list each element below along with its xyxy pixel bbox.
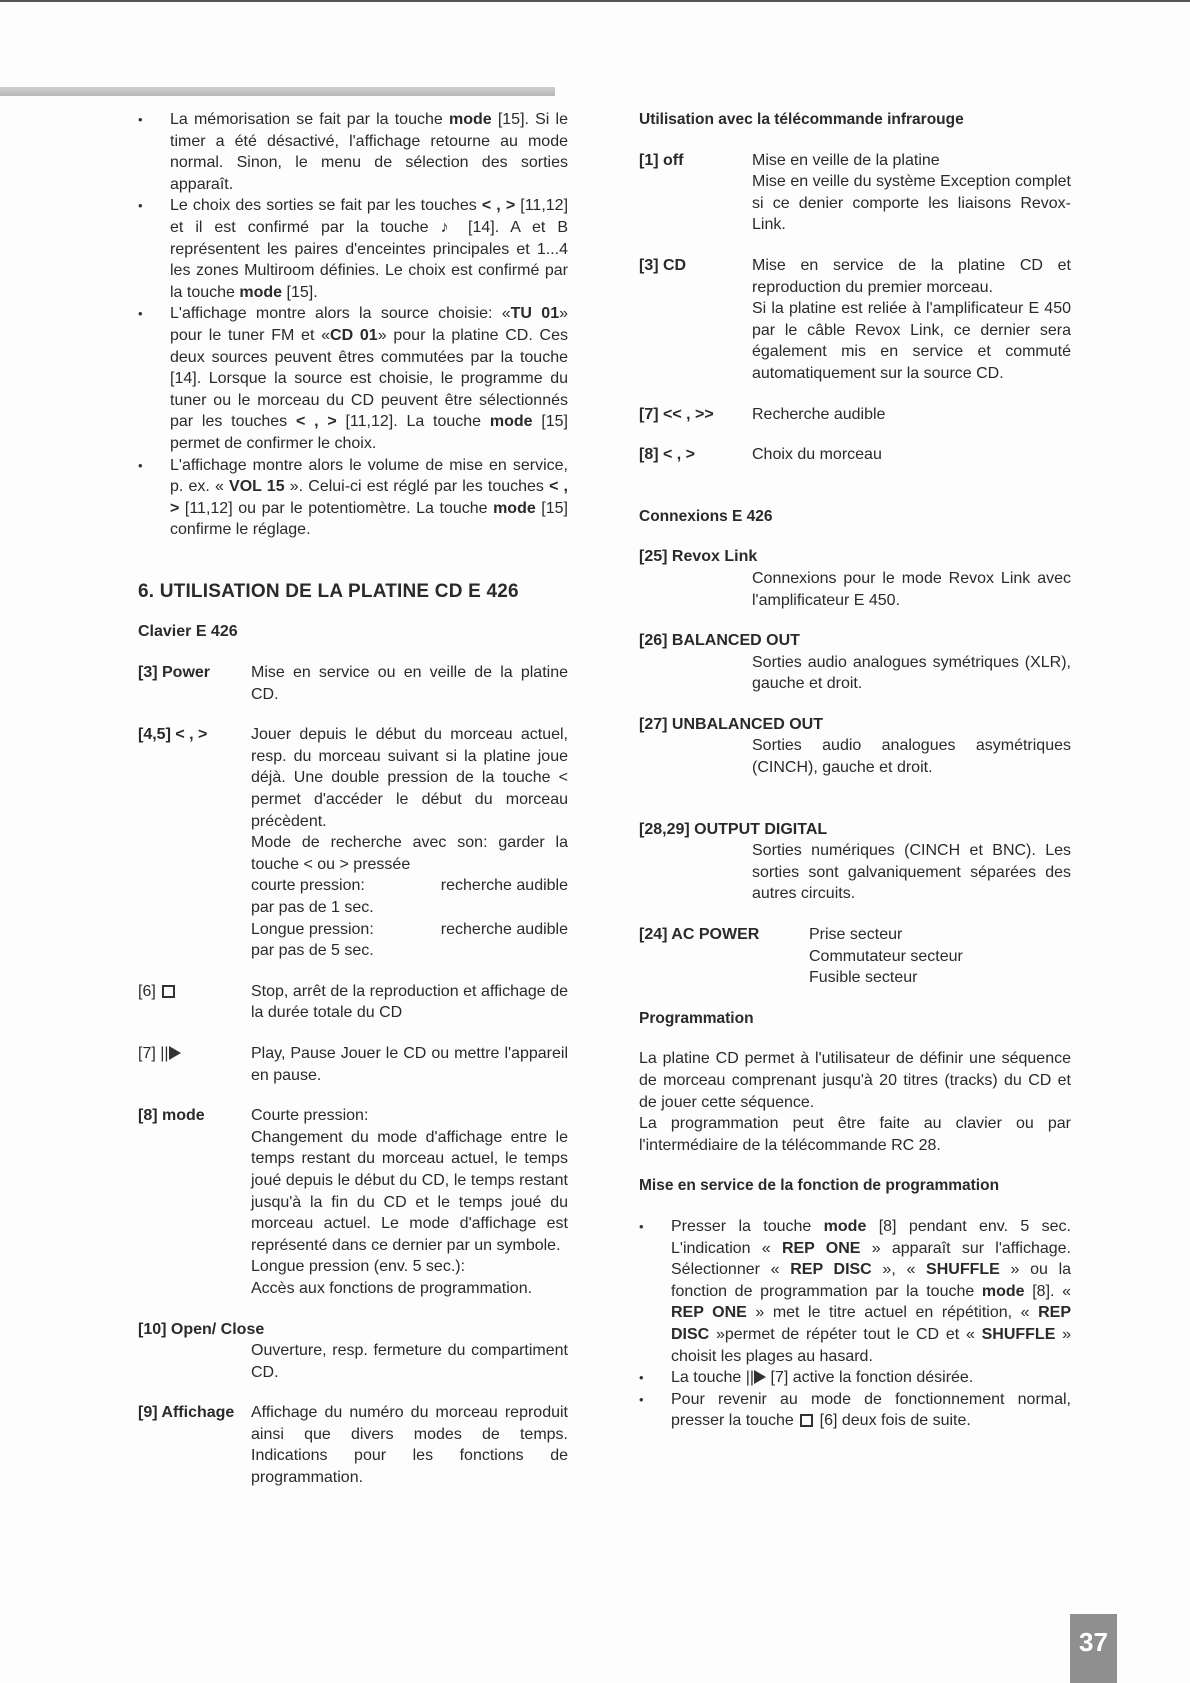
bullet-item: • L'affichage montre alors le volume de mise en service, p. ex. « VOL 15 ». Celui-ci est réglé par les touches < , > [11,12] ou par le potentiomètre. La touche mode [15] confirme le réglage. [138,455,568,541]
remote-choice: [8] < , > Choix du morceau [639,446,882,464]
conn-title: Connexions E 426 [639,507,773,525]
bullet-item: • Pour revenir au mode de fonctionnement normal, presser la touche [6] deux fois de suite. [639,1389,1071,1432]
bullet-item: • La touche || [7] active la fonction désirée. [639,1367,1071,1389]
right-column [639,109,1071,1432]
prog-bullets [639,1216,1071,1432]
key-power: [3] Power Mise en service ou en veille de la platine CD. [138,664,568,703]
play-icon [169,1046,181,1060]
left-column [138,109,568,1489]
key-mode: [8] mode Courte pression: Changement du mode d'affichage entre le temps restant du morceau actuel, le temps joué depuis le début du CD, le temps restant jusqu'à la fin du CD et le temps joué du morceau actuel. Le mode d'affichage est représenté dans ce dernier par un symbole. Longue pression (env. 5 sec.): Accès aux fonctions de programmation. [138,1107,568,1297]
header-bar [0,87,555,96]
stop-icon [162,985,175,998]
play-icon [754,1370,766,1384]
key-stop: [6] Stop, arrêt de la reproduction et affichage de la durée totale du CD [138,982,568,1022]
top-rule [0,0,1190,2]
prog-intro: La platine CD permet à l'utilisateur de définir une séquence de morceau comprenant jusqu'à 20 titres (tracks) du CD et de jouer cette séquence. [639,1050,1071,1111]
key-open-close: [10] Open/ Close Ouverture, resp. fermeture du compartiment CD. [138,1320,568,1381]
key-affichage: [9] Affichage Affichage du numéro du morceau reproduit ainsi que divers modes de temps. Indications pour les fonctions de programmation. [138,1404,568,1487]
clavier-title: Clavier E 426 [138,623,238,641]
remote-cd: [3] CD Mise en service de la platine CD et reproduction du premier morceau. Si la platine est reliée à l'amplificateur E 450 par le câble Revox Link, ce dernier sera également mis en service et commuté automatiquement sur la source CD. [639,256,1071,382]
tele-title: Utilisation avec la télécommande infrarouge [639,111,964,128]
conn-ac-power: [24] AC POWER Prise secteur Commutateur secteur Fusible secteur [639,926,963,987]
key-play: [7] || Play, Pause Jouer le CD ou mettre l'appareil en pause. [138,1044,568,1084]
conn-revox: [25] Revox Link Connexions pour le mode Revox Link avec l'amplificateur E 450. [639,548,1071,609]
prog-methods: La programmation peut être faite au clavier ou par l'intermédiaire de la télécommande RC 28. [639,1115,1071,1154]
bullet-item: • L'affichage montre alors la source choisie: «TU 01» pour le tuner FM et «CD 01» pour la platine CD. Ces deux sources peuvent êtres commutées par la touche [14]. Lorsque la source est choisie, le programme du tuner ou le morceau du CD peuvent être sélectionnés par les touches < , > [11,12]. La touche mode [15] permet de confirmer le choix. [138,303,568,454]
page-number: 37 [1070,1614,1117,1683]
conn-balanced: [26] BALANCED OUT Sorties audio analogues symétriques (XLR), gauche et droit. [639,632,1071,693]
stop-icon [800,1414,813,1427]
section-title: 6. UTILISATION DE LA PLATINE CD E 426 [138,580,519,602]
intro-bullets [138,109,568,541]
conn-unbalanced: [27] UNBALANCED OUT Sorties audio analogues asymétriques (CINCH), gauche et droit. [639,715,1071,777]
bullet-item: • Presser la touche mode [8] pendant env. 5 sec. L'indication « REP ONE » apparaît sur l'affichage. Sélectionner « REP DISC », « SHUFFLE » ou la fonction de programmation par la touche mode [8]. « REP ONE » met le titre actuel en répétition, « REP DISC »permet de répéter tout le CD et « SHUFFLE » choisit les plages au hasard. [639,1216,1071,1367]
prog-title: Programmation [639,1009,754,1027]
bullet-item: • Le choix des sorties se fait par les touches < , > [11,12] et il est confirmé par la touche ♪ [14]. A et B représentent les paires d'enceintes principales et 1...4 les zones Multiroom définies. Le choix est confirmé par la touche mode [15]. [138,195,568,303]
mise-title: Mise en service de la fonction de programmation [639,1177,1000,1195]
key-prev-next: [4,5] < , > Jouer depuis le début du morceau actuel, resp. du morceau suivant si la platine joue déjà. Une double pression de la touche < permet d'accéder le début du morceau précèdent. Mode de recherche avec son: garder la touche < ou > pressée courte pression: recherche audible par pas de 1 sec. Longue pression: recherche audible par pas de 5 sec. [138,726,568,960]
remote-search: [7] << , >> Recherche audible [639,405,886,423]
remote-off: [1] off Mise en veille de la platine Mise en veille du système Exception complet si ce denier comporte les liaisons Revox-Link. [639,151,1071,234]
bullet-item: • La mémorisation se fait par la touche mode [15]. Si le timer a été désactivé, l'affichage retourne au mode normal. Sinon, le menu de sélection des sorties apparaît. [138,109,568,195]
conn-digital: [28,29] OUTPUT DIGITAL Sorties numériques (CINCH et BNC). Les sorties sont galvaniquement séparées des autres circuits. [639,820,1071,903]
